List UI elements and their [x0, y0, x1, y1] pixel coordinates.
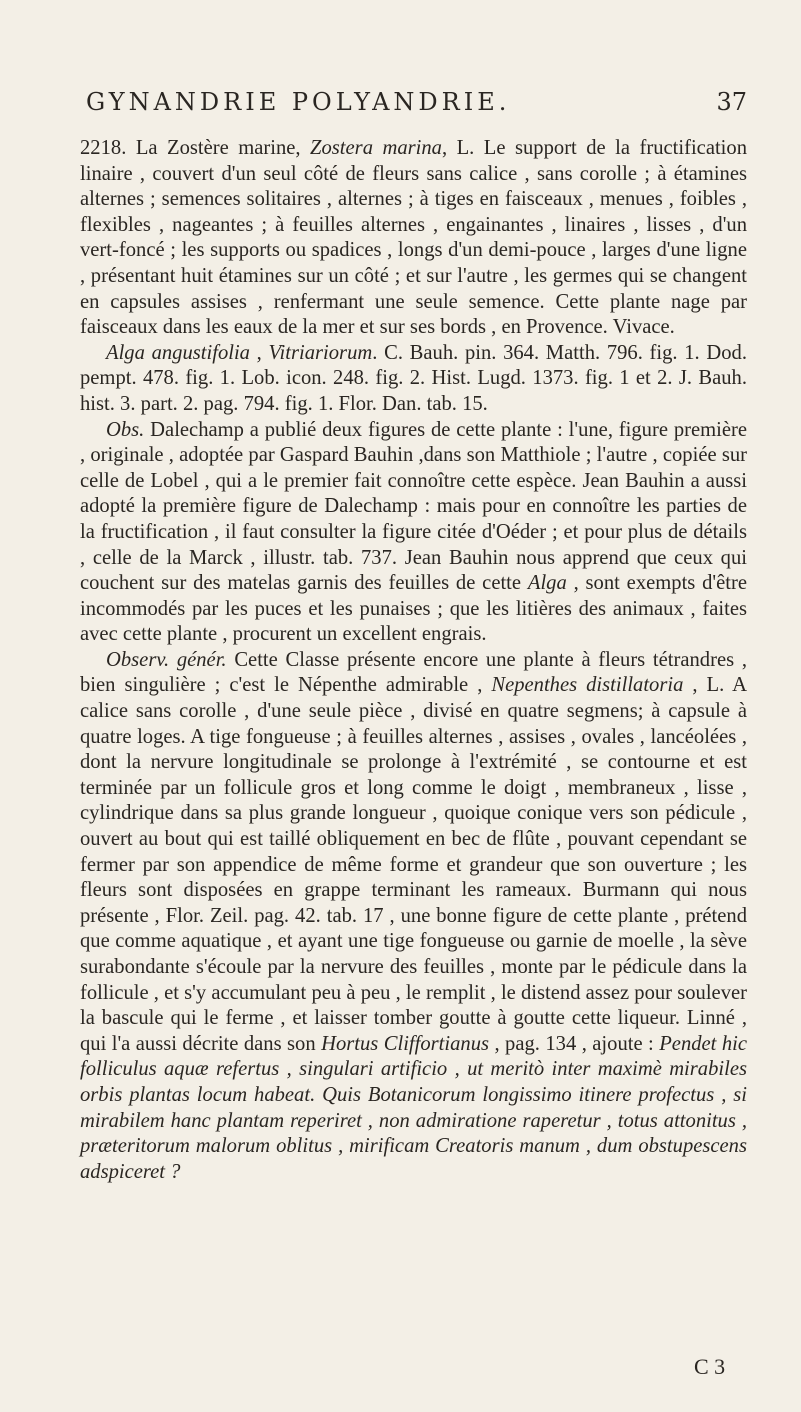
page-header: [86, 88, 747, 116]
entry-latin-name: Zostera marina: [310, 137, 442, 159]
observ-text-1: Cette Classe présente encore une plante à fleurs tétrandres , bien singulière ; c'est le Népenthe admirable ,: [80, 648, 747, 697]
observ-hortus: Hortus Cliffortianus: [321, 1032, 490, 1055]
obs-alga: Alga: [527, 572, 567, 595]
synonym-text: . C. Bauh. pin. 364. Matth. 796. fig. 1. Dod. pempt. 478. fig. 1. Lob. icon. 248. fig. 2. Hist. Lugd. 1373. fig. 1 et 2. J. Bauh. hist. 3. part. 2. pag. 794. fig. 1. Flor. Dan. tab. 15.: [80, 341, 747, 415]
entry-number: 2218.: [80, 137, 127, 159]
entry-text-1: La Zostère marine,: [126, 137, 311, 159]
entry-paragraph: [80, 136, 747, 341]
observ-label: Observ. génér.: [106, 648, 227, 671]
synonyms-paragraph: [80, 341, 747, 418]
observ-text-2: , L. A calice sans corolle , d'une seule pièce , divisé en quatre segmens; à capsule à quatre loges. A tige fongueuse ; à feuilles alternes , assises , ovales , lancéolées , dont la nervure longitudinale se prolonge à l'extrémité , se contourne et est terminée par un follicule gros et long comme le doigt , membraneux , lisse , cylindrique dans sa plus grande longueur , quoique conique vers son pédicule , ouvert au bout qui est taillé obliquement en bec de flûte , pouvant cependant se fermer par son appendice de même forme et grandeur que son ouverture ; les fleurs sont disposées en grappe terminant les rameaux. Burmann qui nous présente , Flor. Zeil. pag. 42. tab. 17 , une bonne figure de cette plante , prétend que comme aquatique , et ayant une tige fongueuse ou garnie de moelle , la sève surabondante s'écoule par la nervure des feuilles , monte par le pédicule dans la follicule , et s'y accumulant peu à peu , le remplit , le distend assez pour soulever la bascule qui le ferme , et laisser tomber goutte à goutte cette liqueur. Linné , qui l'a aussi décrite dans son: [80, 674, 748, 1055]
observ-latin: Nepenthes distillatoria: [491, 674, 684, 697]
synonym-name: Alga angustifolia: [106, 341, 250, 364]
page-body: [80, 136, 747, 1185]
observ-paragraph: [80, 648, 747, 1185]
obs-text-2: , sont exempts d'être incommodés par les puces et les punaises ; que les litières des animaux , faites avec cette plante , procurent un excellent engrais.: [80, 572, 747, 646]
page-number: 37: [716, 88, 747, 116]
obs-label: Obs.: [106, 418, 145, 441]
running-title: GYNANDRIE POLYANDRIE.: [86, 88, 511, 116]
obs-paragraph: [80, 418, 747, 648]
synonym-sep: ,: [249, 341, 269, 364]
observ-quote: Pendet hic folliculus aquæ refertus , singulari artificio , ut meritò inter maximè mirabiles orbis plantas locum habeat. Quis Botanicorum longissimo itinere profectus , si mirabilem hanc plantam reperiret , non admiratione raperetur , totus attonitus , præteritorum malorum oblitus , mirificam Creatoris manum , dum obstupescens adspiceret ?: [80, 1032, 747, 1183]
signature-mark: C 3: [694, 1354, 726, 1379]
synonym-name-2: Vitriariorum: [268, 341, 373, 364]
obs-text-1: Dalechamp a publié deux figures de cette plante : l'une, figure première , originale , adoptée par Gaspard Bauhin ,dans son Matthiole ; l'autre , copiée sur celle de Lobel , qui a le premier fait connoître cette espèce. Jean Bauhin a aussi adopté la première figure de Dalechamp : mais pour en connoître les parties de la fructification , il faut consulter la figure citée d'Oéder ; et pour plus de détails , celle de la Marck , illustr. tab. 737. Jean Bauhin nous apprend que ceux qui couchent sur des matelas garnis des feuilles de cette: [80, 418, 747, 595]
entry-text-2: , L. Le support de la fructification linaire , couvert d'un seul côté de fleurs sans calice , sans corolle ; à étamines alternes ; semences solitaires , alternes ; à tiges en faisceaux , menues , foibles , flexibles , nageantes ; à feuilles alternes , engainantes , linaires , lisses , d'un vert-foncé ; les supports ou spadices , longs d'un demi-pouce , larges d'une ligne , présentant huit étamines sur un côté ; et sur l'autre , les germes qui se changent en capsules assises , renfermant une seule semence. Cette plante nage par faisceaux dans les eaux de la mer et sur ses bords , en Provence. Vivace.: [80, 137, 747, 339]
observ-text-3: , pag. 134 , ajoute :: [489, 1032, 660, 1055]
